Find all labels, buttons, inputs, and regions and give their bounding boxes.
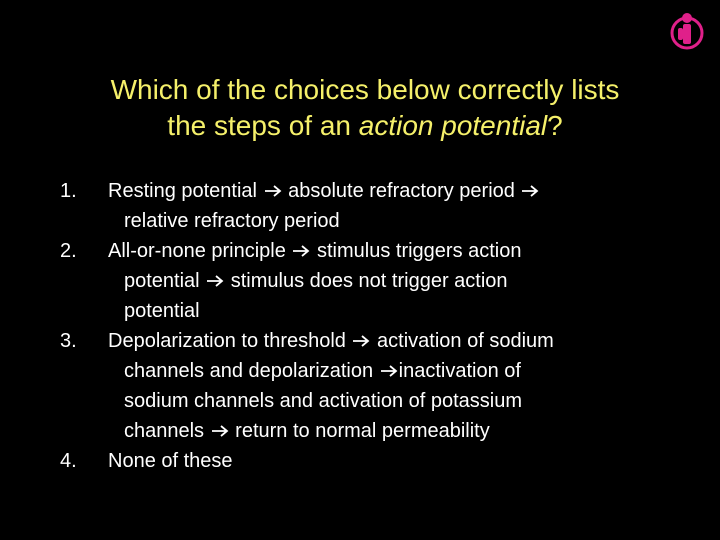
choice-text-line xyxy=(108,416,700,446)
title-line-2-prefix: the steps of an xyxy=(167,110,359,141)
choice-text xyxy=(108,446,700,476)
choice-number: 4. xyxy=(60,450,77,472)
choice-text-segment: stimulus does not trigger action xyxy=(225,270,508,292)
choice-number: 3. xyxy=(60,330,77,352)
title-line-2-suffix: ? xyxy=(547,110,563,141)
right-arrow-icon xyxy=(205,274,225,288)
choice-text-segment: return to normal permeability xyxy=(229,420,490,442)
choice-text-segment: None of these xyxy=(108,450,233,472)
choice-number: 2. xyxy=(60,240,77,262)
slide-title xyxy=(40,72,690,144)
right-arrow-icon xyxy=(210,424,230,438)
right-arrow-icon xyxy=(263,184,283,198)
choice-text xyxy=(108,326,700,446)
choice-text-segment: absolute refractory period xyxy=(282,180,521,202)
title-line-1: Which of the choices below correctly lists xyxy=(110,74,620,105)
choice-text-segment: sodium channels and activation of potassium xyxy=(124,390,523,412)
choice-text-segment: relative refractory period xyxy=(124,210,340,232)
answer-choice[interactable] xyxy=(60,176,700,236)
right-arrow-icon xyxy=(351,334,371,348)
answer-choice[interactable] xyxy=(60,446,700,476)
choice-text-line xyxy=(108,266,700,296)
choice-text-line xyxy=(108,326,700,356)
title-emphasis: action potential xyxy=(358,110,548,141)
choice-text-line xyxy=(108,176,700,206)
choice-text-line xyxy=(108,206,700,236)
choice-text-segment: potential xyxy=(124,270,206,292)
choice-text-segment: channels and depolarization xyxy=(124,360,379,382)
choice-text-segment: inactivation of xyxy=(398,360,521,382)
choice-text-line xyxy=(108,296,700,326)
choice-text-segment: stimulus triggers action xyxy=(311,240,522,262)
answer-choice[interactable] xyxy=(60,326,700,446)
choice-number: 1. xyxy=(60,180,77,202)
person-logo-icon xyxy=(668,12,706,50)
choice-text xyxy=(108,236,700,326)
choice-text-segment: activation of sodium xyxy=(371,330,554,352)
right-arrow-icon xyxy=(520,184,540,198)
choice-text-segment: Resting potential xyxy=(108,180,263,202)
choice-text-line xyxy=(108,236,700,266)
choice-text-segment: Depolarization to threshold xyxy=(108,330,352,352)
answer-choice[interactable] xyxy=(60,236,700,326)
choice-text xyxy=(108,176,700,236)
choice-text-segment: potential xyxy=(124,300,200,322)
right-arrow-icon xyxy=(291,244,311,258)
choice-text-line xyxy=(108,446,700,476)
right-arrow-icon xyxy=(379,364,399,378)
title-line-2 xyxy=(40,108,690,144)
answer-choices-list xyxy=(60,176,700,476)
choice-text-segment: All-or-none principle xyxy=(108,240,292,262)
choice-text-line xyxy=(108,356,700,386)
choice-text-line xyxy=(108,386,700,416)
choice-text-segment: channels xyxy=(124,420,210,442)
